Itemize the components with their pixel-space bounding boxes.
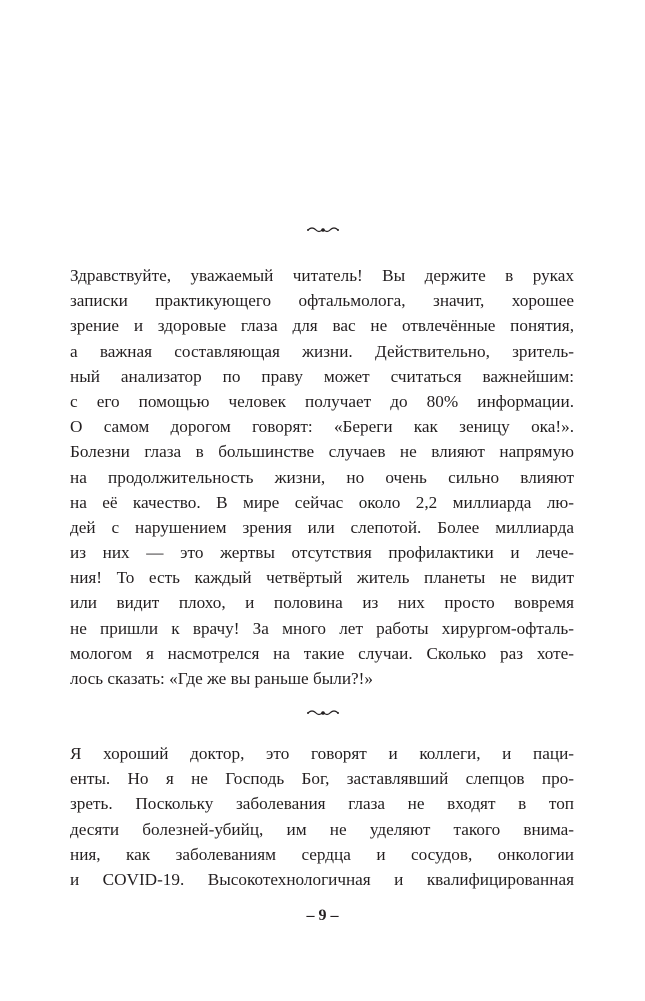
text-line: ния, как заболеваниям сердца и сосудов, онкологии <box>70 844 574 864</box>
ornament-top-icon <box>0 223 645 237</box>
text-line: лось сказать: «Где же вы раньше были?!» <box>70 669 373 688</box>
text-line: десяти болезней-убийц, им не уделяют такого внима- <box>70 819 574 839</box>
text-line: или видит плохо, и половина из них просто вовремя <box>70 593 574 613</box>
text-line: мологом я насмотрелся на такие случаи. Сколько раз хоте- <box>70 643 574 663</box>
text-line: на продолжительность жизни, но очень сильно влияют <box>70 467 574 487</box>
text-line: записки практикующего офтальмолога, значит, хорошее <box>70 291 574 311</box>
text-line: Я хороший доктор, это говорят и коллеги, и паци- <box>70 744 574 763</box>
text-line: из них — это жертвы отсутствия профилактики и лече- <box>70 543 574 563</box>
paragraph-intro <box>70 263 574 691</box>
text-line: зрение и здоровые глаза для вас не отвлечённые понятия, <box>70 316 574 336</box>
text-line: зреть. Поскольку заболевания глаза не входят в топ <box>70 794 574 814</box>
text-line: с его помощью человек получает до 80% информации. <box>70 391 574 411</box>
text-line: Здравствуйте, уважаемый читатель! Вы держите в руках <box>70 266 574 285</box>
text-line: не пришли к врачу! За много лет работы хирургом-офталь- <box>70 618 574 638</box>
text-line: дей с нарушением зрения или слепотой. Более миллиарда <box>70 517 574 537</box>
text-line: ный анализатор по праву может считаться важнейшим: <box>70 366 574 386</box>
ornament-middle-icon <box>0 706 645 720</box>
text-line: и COVID-19. Высокотехнологичная и квалифицированная <box>70 869 574 889</box>
text-line: а важная составляющая жизни. Действительно, зритель- <box>70 341 574 361</box>
text-line: енты. Но я не Господь Бог, заставлявший слепцов про- <box>70 769 574 789</box>
text-line: О самом дорогом говорят: «Береги как зеницу ока!». <box>70 417 574 437</box>
text-line: на её качество. В мире сейчас около 2,2 миллиарда лю- <box>70 492 574 512</box>
text-line: Болезни глаза в большинстве случаев не влияют напрямую <box>70 442 574 462</box>
paragraph-doctor <box>70 741 574 892</box>
page-number: – 9 – <box>306 907 339 924</box>
text-line: ния! То есть каждый четвёртый житель планеты не видит <box>70 568 574 588</box>
